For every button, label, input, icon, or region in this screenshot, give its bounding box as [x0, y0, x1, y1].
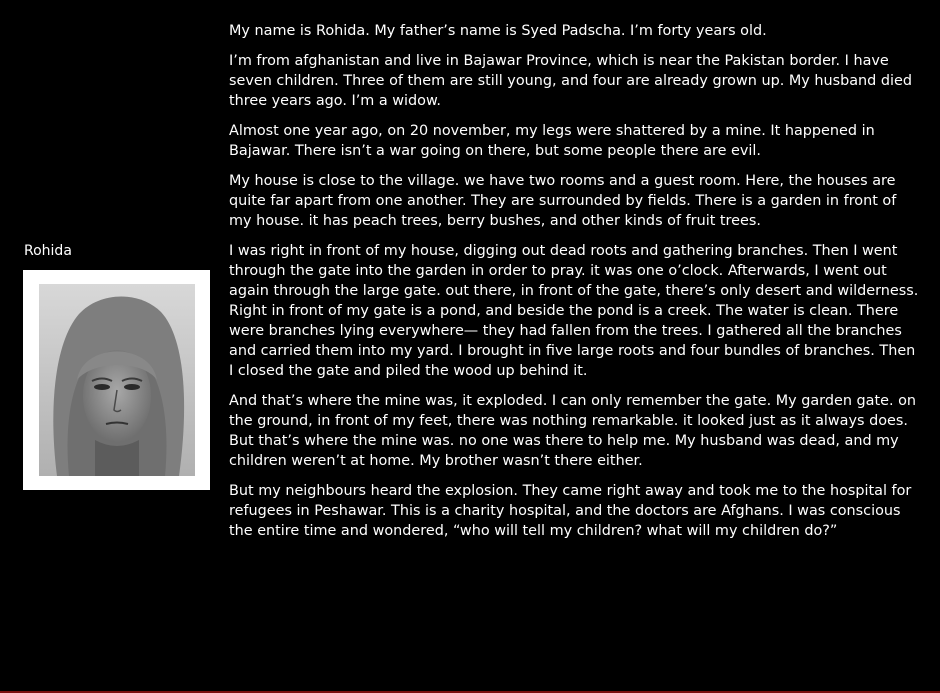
portrait-photo [39, 284, 195, 476]
portrait-frame [23, 270, 210, 490]
portrait-panel [23, 242, 210, 490]
story-paragraph: I’m from afghanistan and live in Bajawar Province, which is near the Pakistan border. I have seven children. Three of them are still young, and four are already grown up. My husband died three years ago. I’m a widow. [229, 53, 912, 109]
story-paragraph: My name is Rohida. My father’s name is Syed Padscha. I’m forty years old. [229, 23, 767, 39]
story-paragraph: Almost one year ago, on 20 november, my legs were shattered by a mine. It happened in Bajawar. There isn’t a war going on there, but some people there are evil. [229, 123, 875, 159]
story-paragraph: I was right in front of my house, digging out dead roots and gathering branches. Then I went through the gate into the garden in order to pray. it was one o’clock. Afterwards, I went out again through the large gate. out there, in front of the gate, there’s only desert and wilderness. Right in front of my gate is a pond, and beside the pond is a creek. The water is clean. There were branches lying everywhere— they had fallen from the trees. I gathered all the branches and carried them into my yard. I brought in five large roots and four bundles of branches. Then I closed the gate and piled the wood up behind it. [229, 243, 919, 379]
portrait-photo-icon [39, 284, 195, 476]
story-paragraph: My house is close to the village. we have two rooms and a guest room. Here, the houses are quite far apart from one another. They are surrounded by fields. There is a garden in front of my house. it has peach trees, berry bushes, and other kinds of fruit trees. [229, 173, 897, 229]
story-paragraph: But my neighbours heard the explosion. They came right away and took me to the hospital for refugees in Peshawar. This is a charity hospital, and the doctors are Afghans. I was conscious the entire time and wondered, “who will tell my children? what will my children do?” [229, 483, 912, 539]
story-paragraph: And that’s where the mine was, it exploded. I can only remember the gate. My garden gate. on the ground, in front of my feet, there was nothing remarkable. it looked just as it always does. But that’s where the mine was. no one was there to help me. My husband was dead, and my children weren’t at home. My brother wasn’t there either. [229, 393, 917, 469]
portrait-caption: Rohida [24, 243, 72, 259]
story-text [229, 21, 919, 551]
